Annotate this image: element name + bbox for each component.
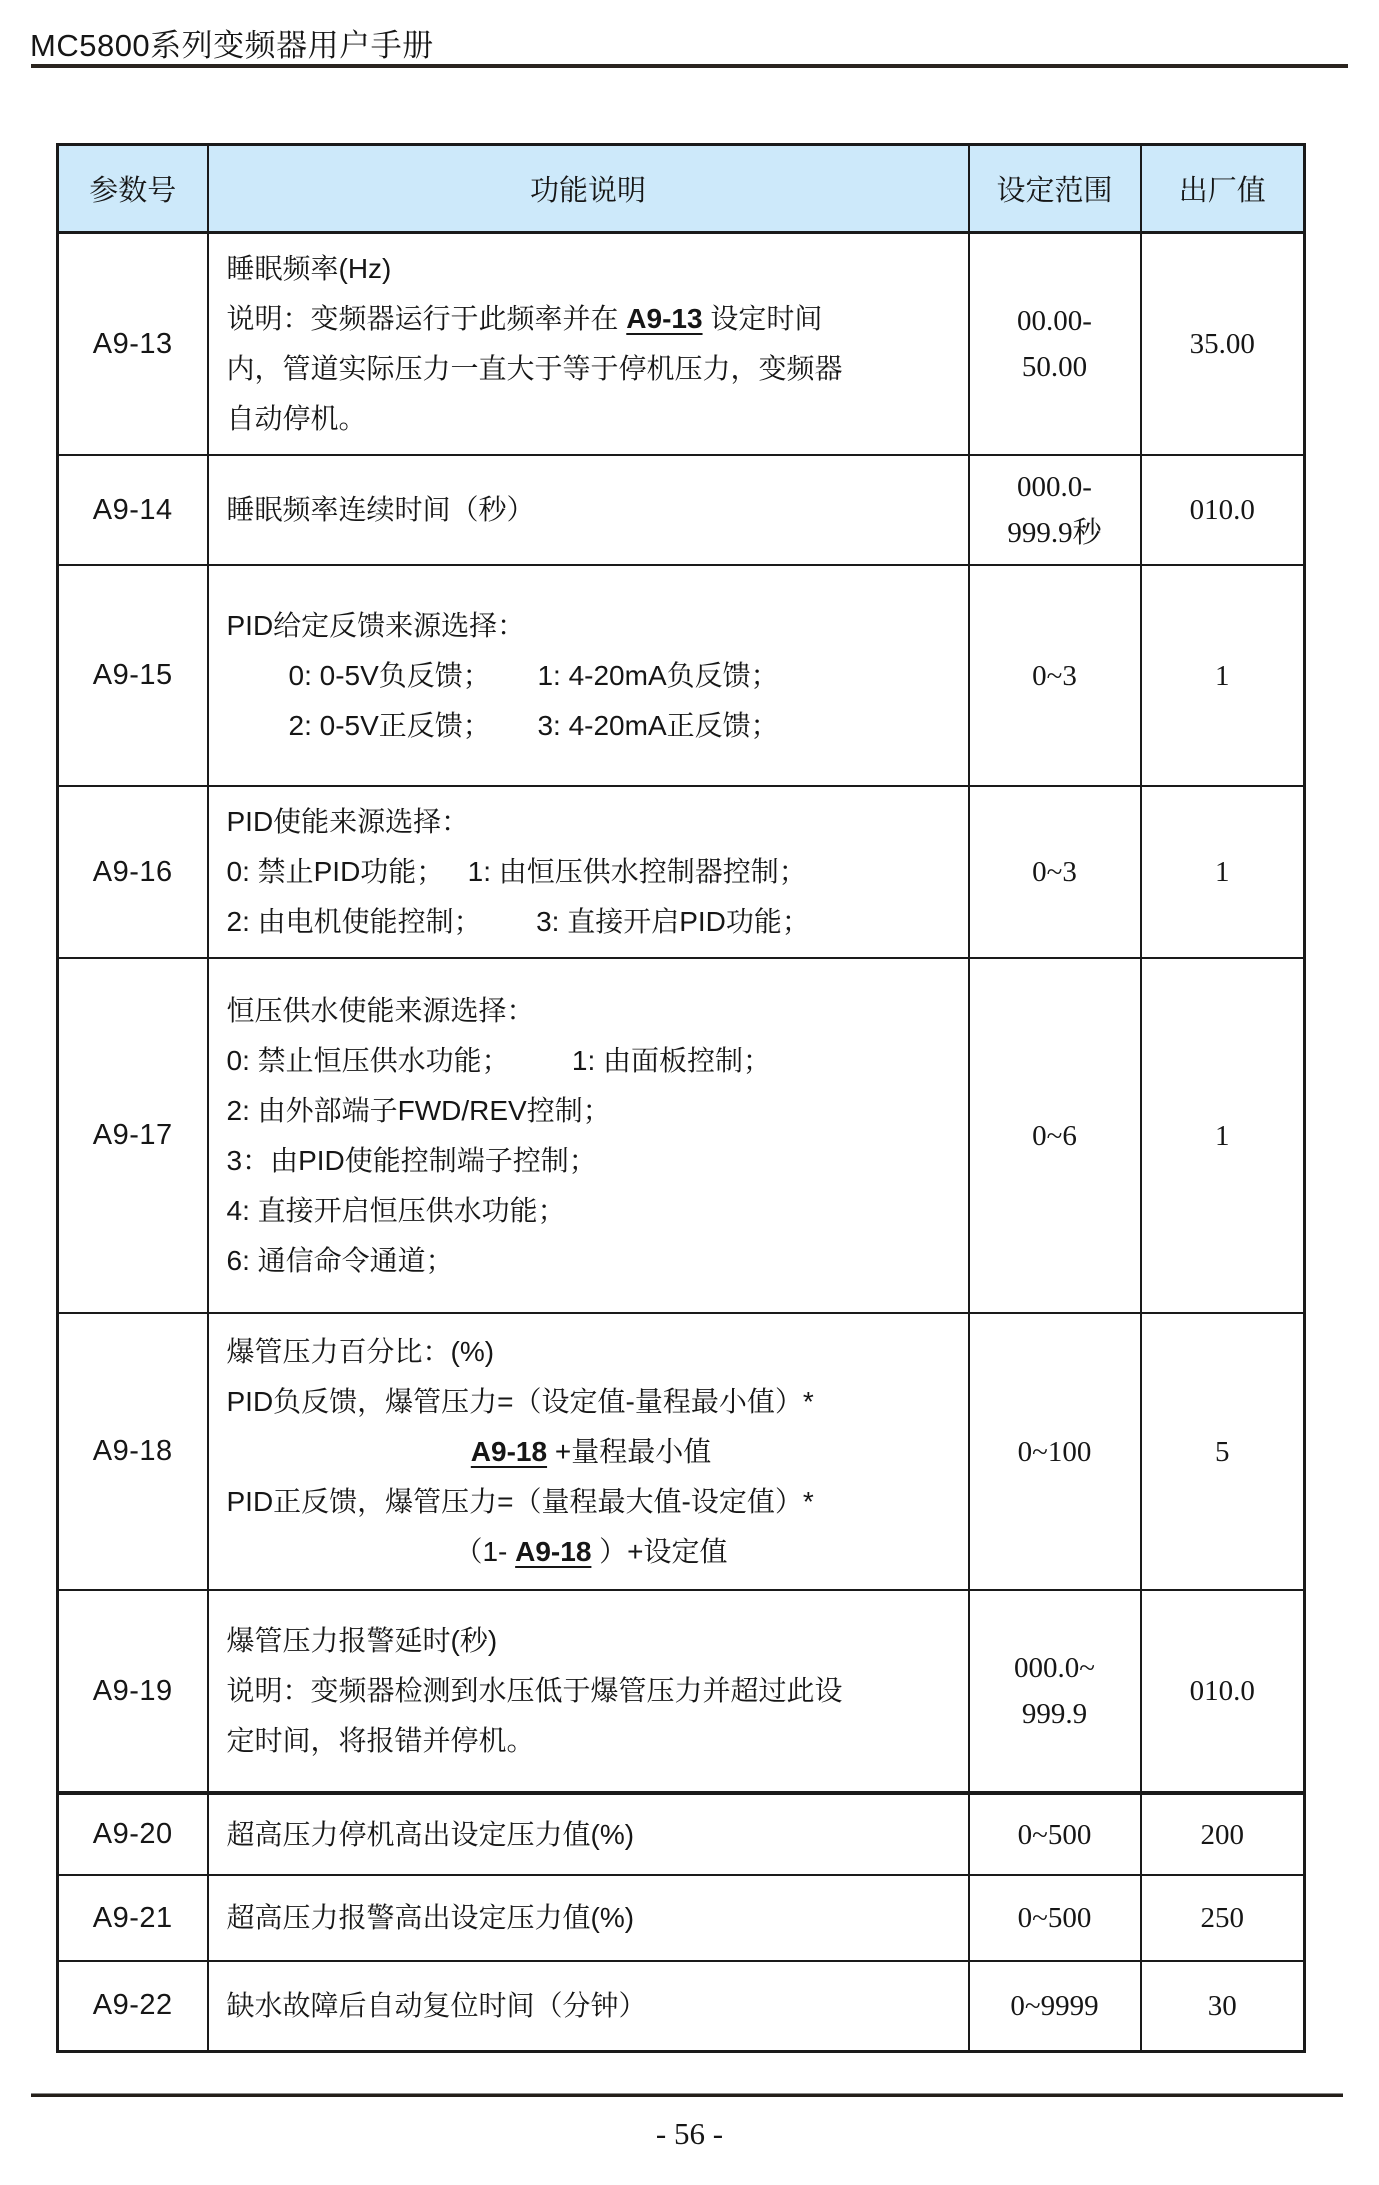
param-number-cell: A9-21	[58, 1875, 208, 1961]
desc-line	[227, 244, 956, 294]
setting-range-cell	[969, 1313, 1141, 1590]
text-segment: PID负反馈，爆管压力=（设定值-量程最小值）*	[226, 1385, 814, 1417]
text-segment: 3：由PID使能控制端子控制；	[226, 1144, 597, 1176]
range-line: 50.00	[1021, 351, 1088, 383]
col-header-factory-default: 出厂值	[1141, 145, 1305, 233]
param-number-cell: A9-20	[58, 1793, 208, 1875]
range-line: 0~3	[1032, 659, 1077, 692]
range-line: 0~6	[1032, 1119, 1077, 1152]
range-line: 000.0-	[1017, 471, 1092, 503]
setting-range-cell	[969, 958, 1141, 1313]
text-segment: 定时间，将报错并停机。	[226, 1725, 535, 1756]
text-segment: 自动停机。	[226, 403, 367, 434]
desc-line	[227, 344, 956, 394]
desc-line	[227, 1086, 956, 1136]
desc-line	[227, 294, 956, 344]
setting-range-cell	[969, 1590, 1141, 1793]
text-segment: 说明：变频器检测到水压低于爆管压力并超过此设	[226, 1675, 843, 1706]
factory-default-cell: 1	[1141, 958, 1305, 1313]
setting-range-cell	[969, 1793, 1141, 1875]
footer-rule	[31, 2093, 1343, 2097]
text-segment: 0: 0-5V负反馈； 1: 4-20mA负反馈；	[288, 659, 779, 691]
function-desc-cell	[208, 958, 969, 1313]
factory-default-cell: 200	[1141, 1793, 1305, 1875]
desc-line	[227, 1427, 956, 1477]
range-line: 999.9秒	[1007, 517, 1102, 549]
param-number-cell: A9-14	[58, 455, 208, 565]
table-header-row	[58, 145, 1305, 233]
factory-default-cell: 1	[1141, 786, 1305, 958]
function-desc-cell	[208, 455, 969, 565]
col-header-function-desc: 功能说明	[208, 145, 969, 233]
text-segment: 2: 由外部端子FWD/REV控制；	[226, 1094, 611, 1126]
function-desc-cell	[208, 786, 969, 958]
desc-line	[227, 1236, 956, 1286]
text-segment: 0: 禁止PID功能； 1: 由恒压供水控制器控制；	[226, 856, 807, 887]
function-desc-cell	[208, 1793, 969, 1875]
page-number: - 56 -	[655, 2116, 724, 2151]
function-desc-cell	[208, 233, 969, 456]
function-desc-cell	[208, 1875, 969, 1961]
text-segment: PID使能来源选择：	[226, 806, 470, 837]
range-line: 0~500	[1017, 1818, 1092, 1851]
range-line: 000.0~	[1014, 1652, 1095, 1684]
desc-line	[227, 1666, 956, 1716]
desc-line	[227, 701, 956, 751]
param-number-cell: A9-16	[58, 786, 208, 958]
param-number-cell: A9-17	[58, 958, 208, 1313]
desc-line	[227, 1327, 956, 1377]
doc-title: MC5800系列变频器用户手册	[30, 28, 434, 63]
setting-range-cell	[969, 455, 1141, 565]
table-row	[58, 1313, 1305, 1590]
param-cross-reference: A9-18	[470, 1435, 548, 1467]
table-row	[58, 1875, 1305, 1961]
function-desc-cell	[208, 565, 969, 786]
param-number-cell: A9-13	[58, 233, 208, 456]
text-segment: 睡眠频率连续时间（秒）	[226, 494, 535, 525]
function-desc-cell	[208, 1590, 969, 1793]
desc-line	[227, 797, 956, 847]
range-line: 999.9	[1021, 1698, 1088, 1730]
param-cross-reference: A9-18	[515, 1535, 592, 1567]
text-segment: （1-	[454, 1535, 516, 1567]
desc-line	[227, 1810, 956, 1860]
desc-line	[227, 394, 956, 444]
text-segment: PID正反馈，爆管压力=（量程最大值-设定值）*	[226, 1485, 814, 1517]
table-row	[58, 565, 1305, 786]
text-segment: 超高压力停机高出设定压力值(%)	[226, 1818, 635, 1850]
desc-line	[227, 1893, 956, 1943]
text-segment: 爆管压力百分比：(%)	[226, 1335, 495, 1367]
table-row	[58, 1590, 1305, 1793]
col-header-setting-range: 设定范围	[969, 145, 1141, 233]
factory-default-cell: 010.0	[1141, 1590, 1305, 1793]
text-segment: ）+设定值	[591, 1535, 728, 1567]
desc-line	[227, 1616, 956, 1666]
factory-default-cell: 5	[1141, 1313, 1305, 1590]
desc-line	[227, 986, 956, 1036]
param-number-cell: A9-18	[58, 1313, 208, 1590]
text-segment: 爆管压力报警延时(秒)	[226, 1625, 498, 1656]
desc-line	[227, 847, 956, 897]
range-line: 0~3	[1032, 856, 1077, 888]
text-segment: PID给定反馈来源选择：	[226, 609, 526, 641]
table-row	[58, 1793, 1305, 1875]
text-segment: 恒压供水使能来源选择：	[226, 994, 535, 1026]
table-row	[58, 233, 1305, 456]
desc-line	[227, 485, 956, 535]
setting-range-cell	[969, 786, 1141, 958]
param-cross-reference: A9-13	[626, 303, 703, 334]
desc-line	[227, 1377, 956, 1427]
parameter-table	[56, 143, 1306, 2053]
setting-range-cell	[969, 1961, 1141, 2051]
desc-line	[227, 1136, 956, 1186]
col-header-param-number: 参数号	[58, 145, 208, 233]
setting-range-cell	[969, 565, 1141, 786]
desc-line	[227, 651, 956, 701]
setting-range-cell	[969, 233, 1141, 456]
setting-range-cell	[969, 1875, 1141, 1961]
text-segment: 0: 禁止恒压供水功能； 1: 由面板控制；	[226, 1044, 771, 1076]
desc-line	[227, 1527, 956, 1577]
header-rule	[31, 64, 1348, 68]
param-number-cell: A9-22	[58, 1961, 208, 2051]
table-row	[58, 455, 1305, 565]
factory-default-cell: 250	[1141, 1875, 1305, 1961]
text-segment: 设定时间	[702, 303, 823, 334]
text-segment: 6: 通信命令通道；	[226, 1244, 454, 1276]
param-number-cell: A9-19	[58, 1590, 208, 1793]
text-segment: 内，管道实际压力一直大于等于停机压力，变频器	[226, 353, 843, 384]
table-row	[58, 1961, 1305, 2051]
range-line: 0~500	[1017, 1902, 1092, 1934]
factory-default-cell: 1	[1141, 565, 1305, 786]
text-segment: 2: 0-5V正反馈； 3: 4-20mA正反馈；	[288, 709, 779, 741]
text-segment: 缺水故障后自动复位时间（分钟）	[226, 1989, 647, 2021]
desc-line	[227, 601, 956, 651]
desc-line	[227, 1036, 956, 1086]
text-segment: 超高压力报警高出设定压力值(%)	[226, 1902, 635, 1933]
table-row	[58, 958, 1305, 1313]
range-line: 0~9999	[1010, 1989, 1099, 2022]
factory-default-cell: 35.00	[1141, 233, 1305, 456]
text-segment: 4: 直接开启恒压供水功能；	[226, 1194, 566, 1226]
table-row	[58, 786, 1305, 958]
desc-line	[227, 897, 956, 947]
factory-default-cell: 010.0	[1141, 455, 1305, 565]
text-segment: 说明：变频器运行于此频率并在	[226, 303, 627, 334]
range-line: 0~100	[1017, 1435, 1092, 1468]
desc-line	[227, 1716, 956, 1766]
range-line: 00.00-	[1017, 305, 1092, 337]
function-desc-cell	[208, 1313, 969, 1590]
text-segment: +量程最小值	[547, 1435, 712, 1467]
param-number-cell: A9-15	[58, 565, 208, 786]
desc-line	[227, 1477, 956, 1527]
function-desc-cell	[208, 1961, 969, 2051]
desc-line	[227, 1981, 956, 2031]
text-segment: 2: 由电机使能控制； 3: 直接开启PID功能；	[226, 906, 810, 937]
text-segment: 睡眠频率(Hz)	[226, 253, 392, 284]
desc-line	[227, 1186, 956, 1236]
factory-default-cell: 30	[1141, 1961, 1305, 2051]
